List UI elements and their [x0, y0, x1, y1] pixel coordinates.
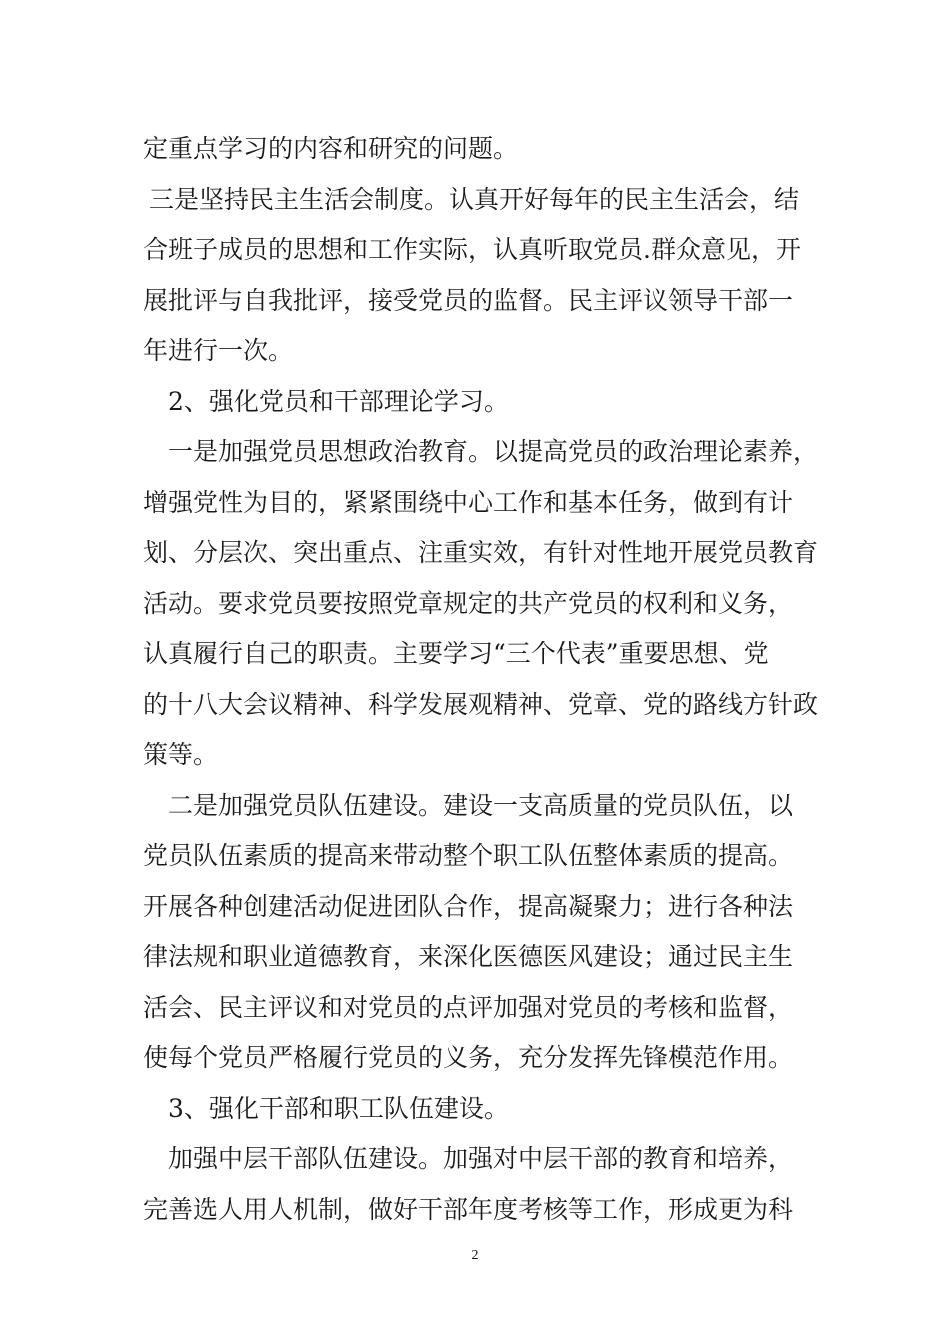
text-line: 三是坚持民主生活会制度。认真开好每年的民主生活会，结 — [149, 184, 800, 214]
text-line: 活会、民主评议和对党员的点评加强对党员的考核和监督， — [143, 992, 794, 1022]
text-line: 策等。 — [143, 740, 219, 769]
text-line: 二是加强党员队伍建设。建设一支高质量的党员队伍，以 — [168, 790, 794, 820]
text-line: 认真履行自己的职责。主要学习“三个代表”重要思想、党 — [143, 639, 769, 668]
text-line: 的十八大会议精神、科学发展观精神、党章、党的路线方针政 — [143, 689, 819, 719]
text-line: 一是加强党员思想政治教育。以提高党员的政治理论素养， — [168, 437, 819, 466]
text-line: 活动。要求党员要按照党章规定的共产党员的权利和义务， — [143, 588, 794, 618]
text-line: 律法规和职业道德教育，来深化医德医风建设；通过民主生 — [143, 942, 794, 971]
text-line: 开展各种创建活动促进团队合作，提高凝聚力；进行各种法 — [143, 891, 794, 921]
text-line: 加强中层干部队伍建设。加强对中层干部的教育和培养， — [168, 1144, 794, 1173]
text-line: 党员队伍素质的提高来带动整个职工队伍整体素质的提高。 — [143, 841, 794, 870]
text-line: 展批评与自我批评，接受党员的监督。民主评议领导干部一 — [143, 285, 794, 315]
text-line: 完善选人用人机制，做好干部年度考核等工作，形成更为科 — [143, 1194, 794, 1224]
document-body — [143, 124, 823, 1235]
text-line: 年进行一次。 — [143, 336, 294, 365]
text-line: 定重点学习的内容和研究的问题。 — [143, 134, 519, 163]
section-heading: 3、强化干部和职工队伍建设。 — [168, 1093, 509, 1123]
text-line: 增强党性为目的，紧紧围绕中心工作和基本任务，做到有计 — [143, 487, 794, 517]
section-heading: 2、强化党员和干部理论学习。 — [168, 386, 509, 416]
text-line: 合班子成员的思想和工作实际，认真听取党员.群众意见，开 — [143, 235, 801, 264]
page-number: 2 — [471, 1248, 479, 1263]
text-line: 划、分层次、突出重点、注重实效，有针对性地开展党员教育 — [143, 538, 819, 567]
text-line: 使每个党员严格履行党员的义务，充分发挥先锋模范作用。 — [143, 1043, 794, 1072]
